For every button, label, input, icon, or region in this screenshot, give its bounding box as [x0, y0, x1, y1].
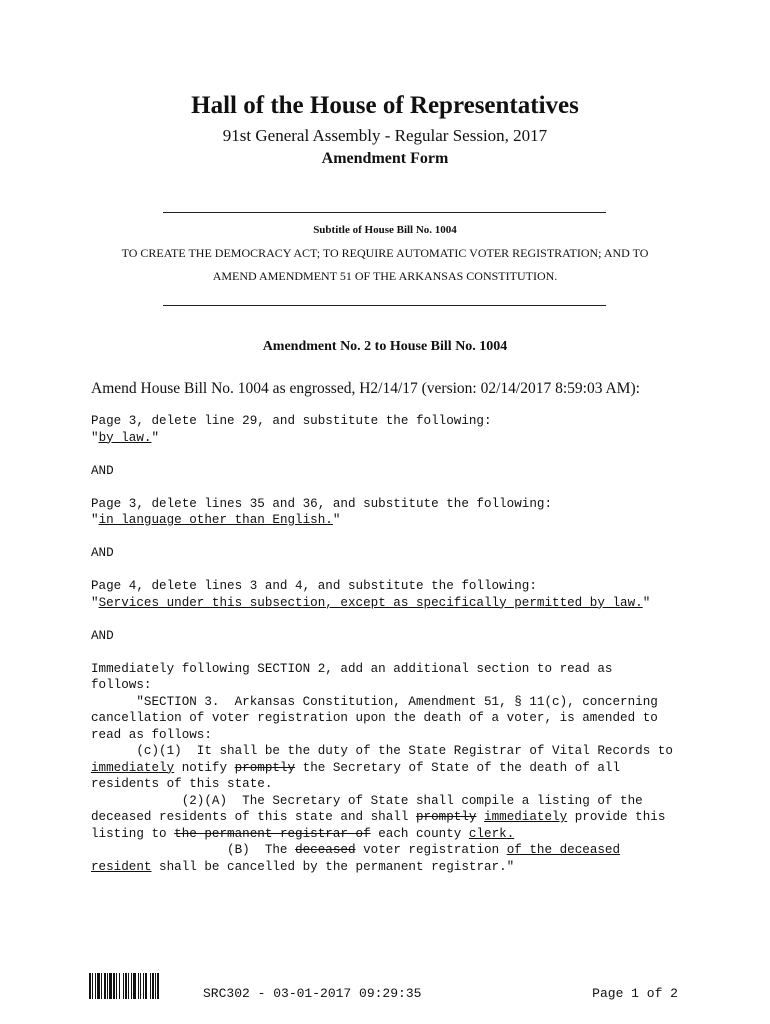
section-line-7-rest: the Secretary of State of the death of all [295, 760, 621, 775]
section-line-5: read as follows: [91, 727, 212, 742]
subtitle-line-2: AMEND AMENDMENT 51 OF THE ARKANSAS CONSTITUTION. [212, 269, 558, 283]
inserted-period: . [506, 826, 515, 841]
amend-intro: Amend House Bill No. 1004 as engrossed, H2/14/17 (version: 02/14/2017 8:59:03 AM): [91, 380, 640, 397]
barcode-bar [131, 973, 132, 999]
barcode-bar [140, 973, 141, 999]
section-line-12-start: (B) The [91, 843, 296, 857]
barcode-bar [107, 973, 108, 999]
barcode [89, 973, 181, 999]
section-line-8: residents of this state. [91, 777, 273, 791]
divider-top [163, 212, 606, 213]
section-line-1: Immediately following SECTION 2, add an additional section to read as [91, 661, 613, 676]
section-line-11-start: listing to [91, 826, 175, 841]
deleted-permanent-registrar: the permanent registrar of [174, 826, 371, 841]
page-title: Hall of the House of Representatives [191, 92, 579, 119]
barcode-bar [145, 973, 147, 999]
substitute-text-2: in language other than English. [98, 513, 333, 527]
space [476, 810, 484, 824]
barcode-bar [119, 973, 120, 999]
barcode-bar [138, 973, 139, 999]
barcode-bar [157, 973, 159, 999]
section-line-12-mid: voter registration [355, 843, 507, 857]
section-line-10-start: deceased residents of this state and shall [91, 810, 416, 824]
page-number: Page 1 of 2 [592, 986, 678, 1001]
and-separator-2: AND [91, 546, 114, 560]
instruction-3: Page 4, delete lines 3 and 4, and substitute the following: [91, 579, 537, 593]
form-label: Amendment Form [321, 150, 449, 167]
substitute-text-3: Services under this subsection, except as specifically permitted by law. [98, 595, 643, 610]
barcode-bar [128, 973, 129, 999]
barcode-bar [113, 973, 115, 999]
section-line-9: (2)(A) The Secretary of State shall compile a listing of the [91, 793, 643, 808]
inserted-immediately-2: immediately [484, 810, 568, 824]
divider-bottom [163, 305, 606, 306]
barcode-bar [109, 973, 112, 999]
section-line-4: cancellation of voter registration upon the death of a voter, is amended to [91, 711, 658, 725]
barcode-bar [133, 973, 136, 999]
barcode-bar [97, 973, 100, 999]
inserted-immediately: immediately [91, 760, 175, 775]
barcode-bar [155, 973, 156, 999]
barcode-bar [89, 973, 91, 999]
amendment-body: Page 3, delete line 29, and substitute the following: "by law." AND Page 3, delete lines 35 and 36, and substitute the following: "in language other than English." AND Page 4, delete lines 3 and 4, and substitute the following: "Services under this subsection, except as specifically permitted by law." AND Immediately following SECTION 2, add an additional section to read as follows: "SECTION 3. Arkansas Constitution, Amendment 51, § 11(c), concerning cancellation of voter registration upon the death of a voter, is amended to read as follows: (c)(1) It shall be the duty of the State Registrar of Vital Records to immediately notify promptly the Secretary of State of the death of all residents of this state. (2)(A) The Secretary of State shall compile a listing of the deceased residents of this state and shall promptly immediately provide this listing to the permanent registrar of each county clerk. (B) The deceased voter registration of the deceased resident shall be cancelled by the permanent registrar." [91, 414, 673, 874]
barcode-bar [92, 973, 93, 999]
section-line-13-end: shall be cancelled by the permanent registrar." [151, 859, 515, 874]
barcode-bar [104, 973, 106, 999]
section-line-3: "SECTION 3. Arkansas Constitution, Amendment 51, § 11(c), concerning [91, 694, 658, 709]
barcode-bar [116, 973, 117, 999]
and-separator-1: AND [91, 463, 114, 478]
footer-code: SRC302 - 03-01-2017 09:29:35 [203, 986, 422, 1001]
instruction-2: Page 3, delete lines 35 and 36, and substitute the following: [91, 496, 553, 511]
and-separator-3: AND [91, 628, 114, 643]
barcode-bar [150, 973, 151, 999]
text-notify: notify [174, 760, 235, 775]
section-line-6: (c)(1) It shall be the duty of the State Registrar of Vital Records to [91, 744, 673, 758]
barcode-bar [125, 973, 127, 999]
barcode-bar [143, 973, 144, 999]
barcode-bar [152, 973, 154, 999]
section-line-10-end: provide this [567, 810, 666, 824]
deleted-promptly: promptly [234, 760, 296, 775]
section-line-2: follows: [91, 678, 152, 692]
barcode-bar [123, 973, 124, 999]
inserted-of-the-deceased: of the deceased [506, 843, 621, 857]
deleted-deceased: deceased [295, 843, 356, 857]
substitute-text-1: by law. [98, 430, 152, 445]
section-line-11-mid: each county [370, 826, 469, 841]
session-line: 91st General Assembly - Regular Session, 2017 [222, 126, 548, 145]
deleted-promptly-2: promptly [415, 810, 477, 824]
subtitle-line-1: TO CREATE THE DEMOCRACY ACT; TO REQUIRE AUTOMATIC VOTER REGISTRATION; AND TO [121, 246, 649, 260]
amendment-title: Amendment No. 2 to House Bill No. 1004 [262, 339, 508, 354]
inserted-resident: resident [91, 859, 152, 874]
subtitle-label: Subtitle of House Bill No. 1004 [313, 224, 457, 236]
inserted-clerk: clerk [468, 826, 507, 841]
barcode-bar [101, 973, 102, 999]
instruction-1: Page 3, delete line 29, and substitute the following: [91, 414, 492, 428]
barcode-bar [95, 973, 96, 999]
